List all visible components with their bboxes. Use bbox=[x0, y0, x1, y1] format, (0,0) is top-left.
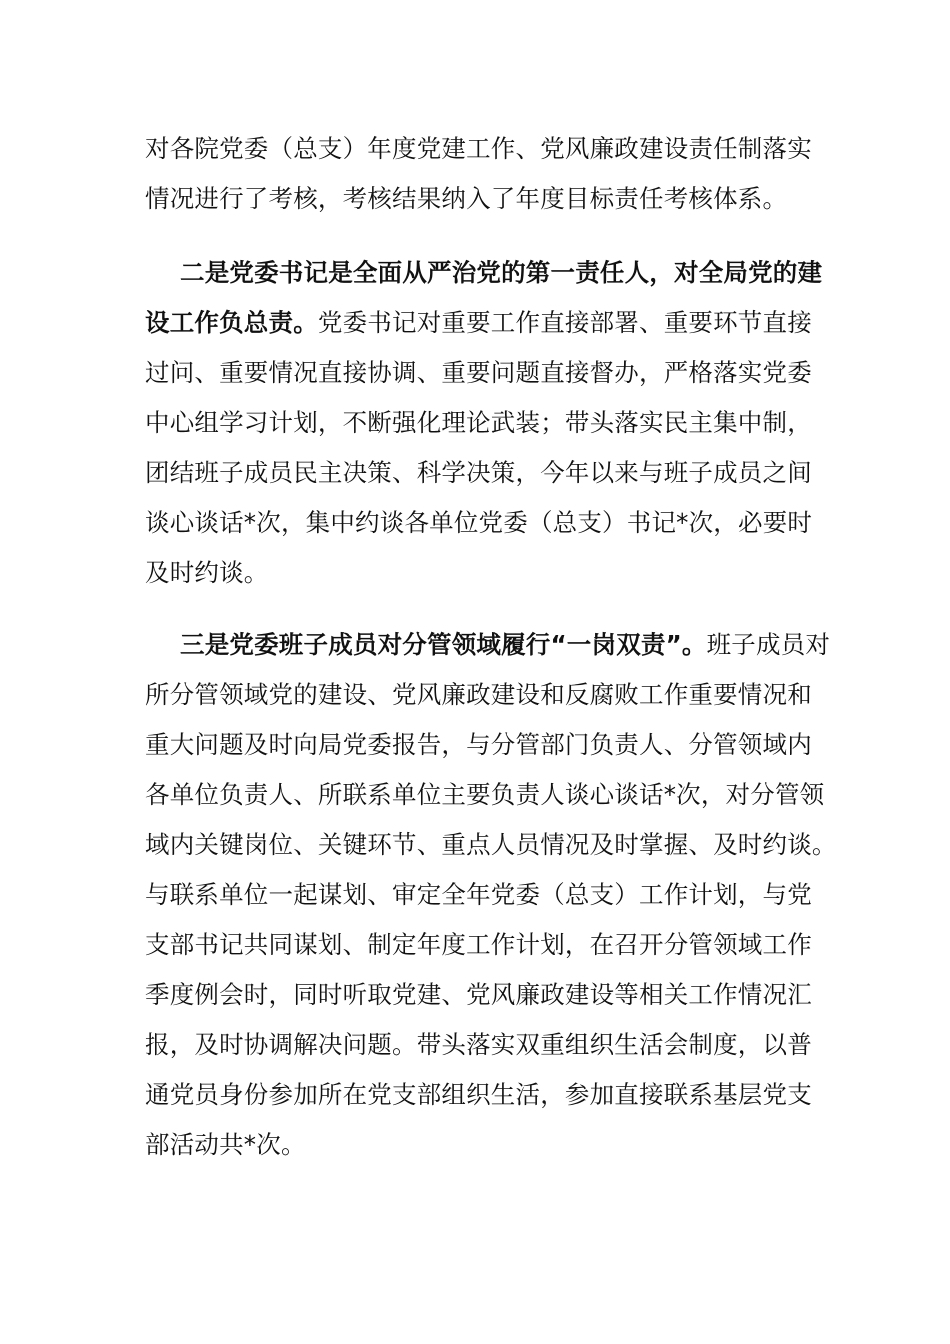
paragraph-3-heading: 三是党委班子成员对分管领域履行“一岗双责”。 bbox=[180, 630, 707, 659]
paragraph-3-line-6: 与联系单位一起谋划、审定全年党委（总支）工作计划，与党 bbox=[145, 880, 812, 909]
paragraph-3-line-5: 域内关键岗位、关键环节、重点人员情况及时掌握、及时约谈。 bbox=[145, 830, 837, 859]
paragraph-2-line-5: 团结班子成员民主决策、科学决策，今年以来与班子成员之间 bbox=[145, 458, 812, 487]
paragraph-2-heading-line-1: 二是党委书记是全面从严治党的第一责任人，对全局党的建 bbox=[180, 258, 823, 287]
paragraph-2-line-2-rest: 党委书记对重要工作直接部署、重要环节直接 bbox=[317, 308, 812, 337]
paragraph-2-line-6: 谈心谈话*次，集中约谈各单位党委（总支）书记*次，必要时 bbox=[145, 508, 813, 537]
paragraph-1-line-1: 对各院党委（总支）年度党建工作、党风廉政建设责任制落实 bbox=[145, 134, 812, 163]
paragraph-2-line-2 bbox=[145, 306, 812, 340]
paragraph-3-line-2: 所分管领域党的建设、党风廉政建设和反腐败工作重要情况和 bbox=[145, 680, 812, 709]
paragraph-3-line-8: 季度例会时，同时听取党建、党风廉政建设等相关工作情况汇 bbox=[145, 980, 812, 1009]
paragraph-3-line-10: 通党员身份参加所在党支部组织生活，参加直接联系基层党支 bbox=[145, 1080, 812, 1109]
paragraph-3-line-4: 各单位负责人、所联系单位主要负责人谈心谈话*次，对分管领 bbox=[145, 780, 825, 809]
paragraph-2-line-4: 中心组学习计划，不断强化理论武装；带头落实民主集中制， bbox=[145, 408, 812, 437]
paragraph-3-line-9: 报，及时协调解决问题。带头落实双重组织生活会制度，以普 bbox=[145, 1030, 812, 1059]
paragraph-2-heading-line-2: 设工作负总责。 bbox=[145, 308, 318, 337]
paragraph-3-line-11: 部活动共*次。 bbox=[145, 1130, 306, 1159]
paragraph-3-line-7: 支部书记共同谋划、制定年度工作计划，在召开分管领域工作 bbox=[145, 930, 812, 959]
paragraph-2-line-7: 及时约谈。 bbox=[145, 558, 269, 587]
paragraph-3-line-3: 重大问题及时向局党委报告，与分管部门负责人、分管领域内 bbox=[145, 730, 812, 759]
paragraph-3-line-1 bbox=[180, 628, 830, 662]
paragraph-2-line-3: 过问、重要情况直接协调、重要问题直接督办，严格落实党委 bbox=[145, 358, 812, 387]
paragraph-3-line-1-rest: 班子成员对 bbox=[706, 630, 831, 659]
paragraph-1-line-2: 情况进行了考核，考核结果纳入了年度目标责任考核体系。 bbox=[145, 184, 788, 213]
